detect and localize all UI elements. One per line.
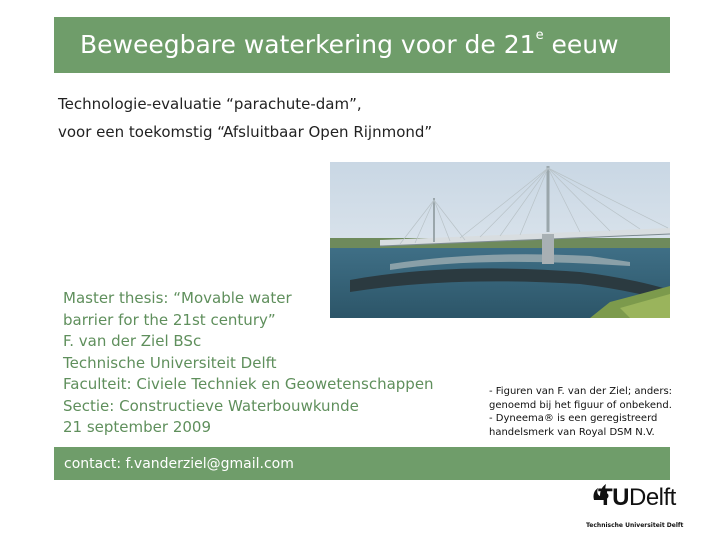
subtitle-line-2: voor een toekomstig “Afsluitbaar Open Rijnmond” — [58, 123, 433, 141]
thesis-line: barrier for the 21st century” — [63, 310, 276, 329]
subtitle-line-1: Technologie-evaluatie “parachute-dam”, — [58, 95, 362, 113]
logo-subtitle: Technische Universiteit Delft — [586, 522, 684, 529]
figure-notes — [489, 385, 672, 439]
tu-delft-logo — [584, 482, 684, 532]
thesis-line: Master thesis: “Movable water — [63, 289, 292, 307]
slide-title: Beweegbare waterkering voor de 21e eeuw — [80, 28, 619, 59]
logo-wordmark: TUDelft — [598, 484, 676, 511]
contact-bar — [54, 447, 670, 480]
contact-text: contact: f.vanderziel@gmail.com — [64, 456, 294, 472]
thesis-line: Technische Universiteit Delft — [63, 353, 277, 372]
note-line: - Dyneema® is een geregistreerd — [489, 413, 658, 424]
title-bar — [54, 17, 670, 73]
thesis-line: 21 september 2009 — [63, 418, 212, 436]
note-line: - Figuren van F. van der Ziel; anders: — [489, 386, 673, 397]
note-line: handelsmerk van Royal DSM N.V. — [489, 426, 655, 438]
thesis-line: Sectie: Constructieve Waterbouwkunde — [63, 396, 359, 415]
thesis-info — [63, 288, 434, 439]
thesis-line: F. van der Ziel BSc — [63, 332, 202, 350]
note-line: genoemd bij het figuur of onbekend. — [489, 399, 672, 411]
thesis-line: Faculteit: Civiele Techniek en Geowetenschappen — [63, 375, 434, 393]
